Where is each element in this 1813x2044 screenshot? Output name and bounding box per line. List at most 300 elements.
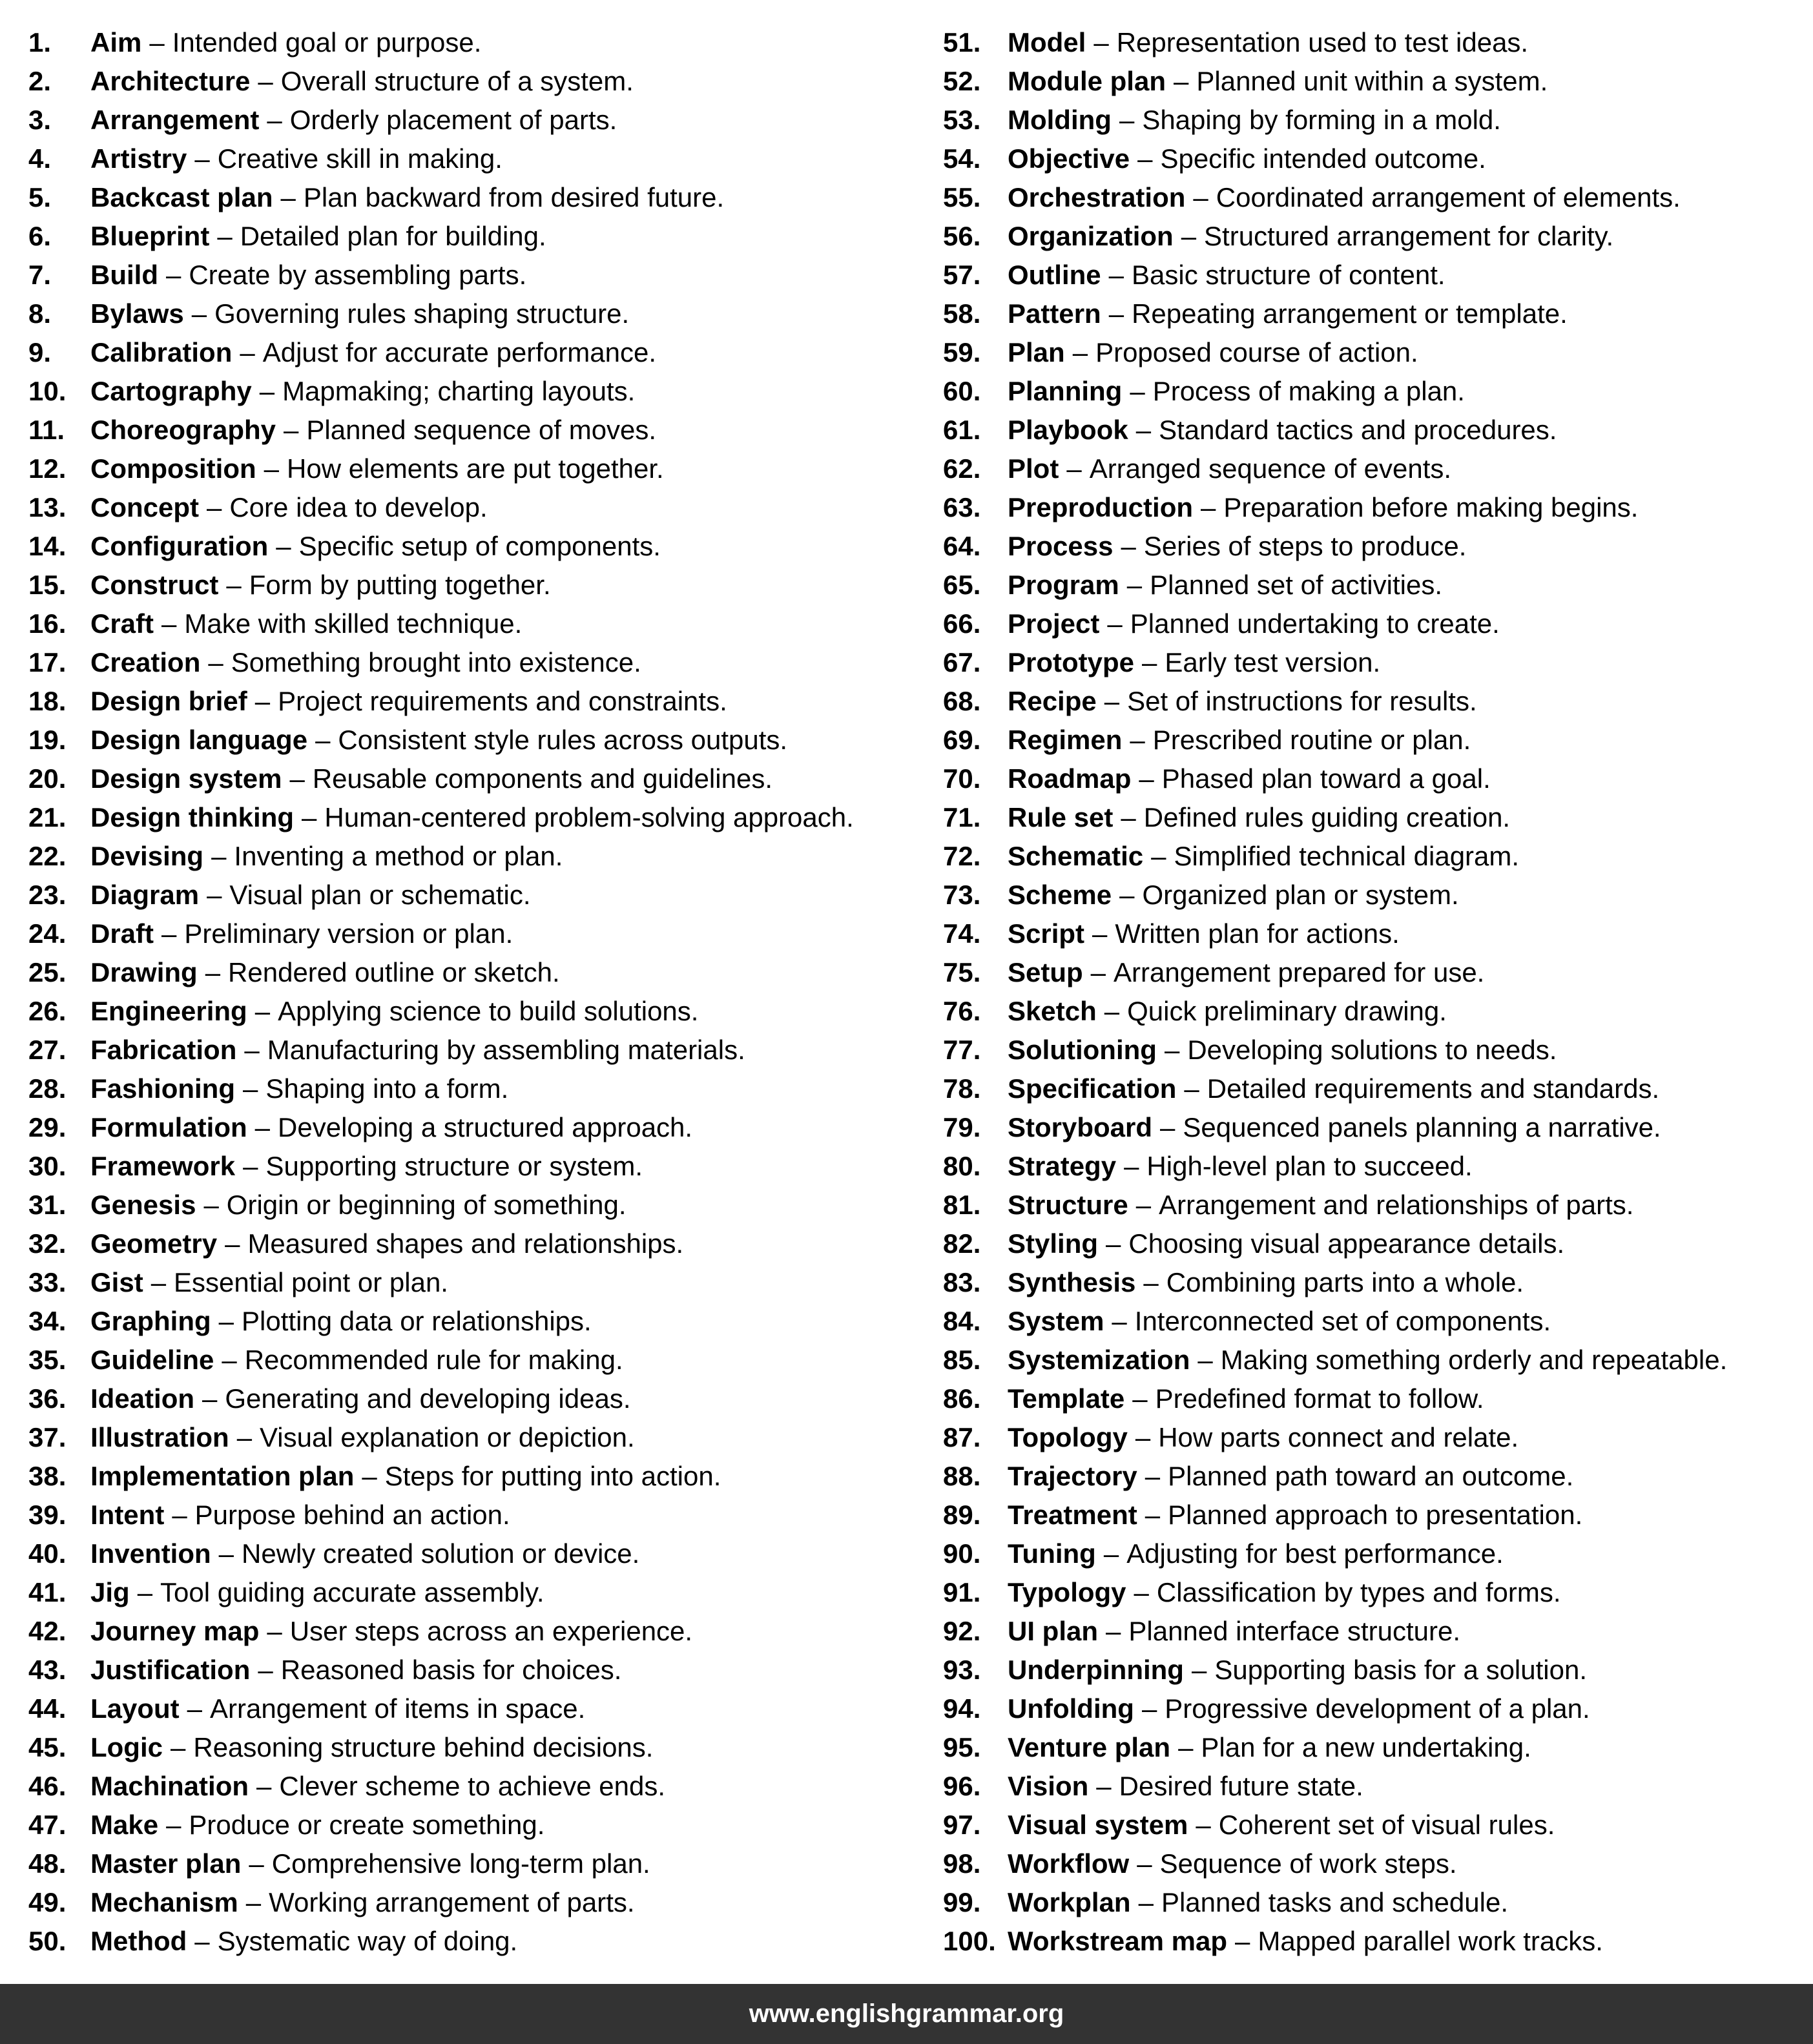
item-number: 49. [28,1887,67,1917]
item-definition: Orderly placement of parts. [289,105,617,135]
list-item [28,914,907,953]
item-term: Master plan [90,1848,242,1879]
item-number: 6. [28,221,52,251]
item-definition: Recommended rule for making. [244,1345,623,1375]
item-definition: Basic structure of content. [1132,260,1445,290]
item-dash: – [225,1228,240,1259]
list-item [28,1612,907,1651]
item-number: 4. [28,143,52,174]
item-number: 99. [943,1887,981,1917]
item-number: 41. [28,1577,67,1607]
item-number: 27. [28,1035,67,1065]
list-item [943,256,1808,294]
item-dash: – [243,1151,258,1181]
item-definition: Set of instructions for results. [1127,686,1477,716]
item-definition: Quick preliminary drawing. [1127,996,1447,1026]
item-dash: – [218,1538,234,1569]
item-number: 16. [28,608,67,639]
item-term: UI plan [1008,1616,1099,1646]
list-item [943,23,1808,62]
list-item [28,62,907,101]
list-item [28,1728,907,1767]
item-number: 94. [943,1693,981,1724]
item-definition: Purpose behind an action. [194,1500,510,1530]
item-dash: – [1135,1422,1151,1452]
item-dash: – [187,1693,203,1724]
list-item [943,101,1808,139]
item-number: 57. [943,260,981,290]
list-item [28,411,907,449]
word-list-left-column [28,23,907,1961]
item-term: Workflow [1008,1848,1130,1879]
item-term: Preproduction [1008,492,1194,522]
item-number: 96. [943,1771,981,1801]
item-definition: Sequence of work steps. [1159,1848,1457,1879]
item-definition: Mapmaking; charting layouts. [282,376,636,406]
list-item [28,372,907,411]
item-dash: – [1124,1151,1139,1181]
item-definition: Supporting structure or system. [265,1151,643,1181]
item-dash: – [1132,1383,1148,1414]
list-item [943,837,1808,876]
list-item [28,1651,907,1689]
list-item [943,1418,1808,1457]
item-dash: – [171,1732,186,1762]
list-item [943,1263,1808,1302]
item-dash: – [1130,376,1145,406]
item-term: Composition [90,453,256,484]
item-term: Strategy [1008,1151,1117,1181]
list-item [28,876,907,914]
item-number: 34. [28,1306,67,1336]
item-definition: Series of steps to produce. [1143,531,1467,561]
item-number: 75. [943,957,981,987]
item-number: 26. [28,996,67,1026]
item-definition: Specific setup of components. [298,531,661,561]
list-item [28,449,907,488]
item-number: 76. [943,996,981,1026]
item-definition: Rendered outline or sketch. [228,957,560,987]
item-definition: Representation used to test ideas. [1116,27,1529,57]
list-item [943,1341,1808,1379]
item-number: 12. [28,453,67,484]
list-item [943,721,1808,759]
item-number: 19. [28,725,67,755]
list-item [943,1302,1808,1341]
item-definition: Proposed course of action. [1095,337,1418,367]
item-number: 13. [28,492,67,522]
item-definition: Progressive development of a plan. [1165,1693,1590,1724]
list-item [28,178,907,217]
item-term: Outline [1008,260,1101,290]
item-dash: – [1135,415,1152,445]
item-number: 22. [28,841,67,871]
item-definition: Arrangement of items in space. [210,1693,586,1724]
item-number: 53. [943,105,981,135]
item-term: Graphing [90,1306,211,1336]
item-definition: Systematic way of doing. [217,1926,518,1956]
item-dash: – [191,298,207,329]
item-number: 18. [28,686,67,716]
list-item [28,1534,907,1573]
item-number: 92. [943,1616,981,1646]
item-definition: Phased plan toward a goal. [1161,763,1491,794]
item-number: 33. [28,1267,67,1297]
item-number: 87. [943,1422,981,1452]
item-definition: Coherent set of visual rules. [1218,1810,1555,1840]
list-item [943,1651,1808,1689]
item-number: 15. [28,570,67,600]
list-item [943,449,1808,488]
item-definition: Clever scheme to achieve ends. [279,1771,666,1801]
list-item [943,643,1808,682]
item-term: Workstream map [1008,1926,1228,1956]
item-term: Specification [1008,1073,1177,1104]
list-item [943,798,1808,837]
item-definition: Shaping into a form. [265,1073,509,1104]
item-term: Objective [1008,143,1130,174]
list-item [943,992,1808,1031]
item-dash: – [276,531,291,561]
item-dash: – [1135,1190,1152,1220]
item-dash: – [208,647,223,677]
item-dash: – [254,686,271,716]
item-dash: – [259,376,275,406]
list-item [943,1534,1808,1573]
item-number: 7. [28,260,52,290]
list-item [943,1069,1808,1108]
item-dash: – [1141,1693,1157,1724]
list-item [943,759,1808,798]
item-number: 77. [943,1035,981,1065]
item-term: Rule set [1008,802,1114,832]
list-item [943,682,1808,721]
list-item [943,1806,1808,1844]
item-term: Drawing [90,957,198,987]
item-term: Bylaws [90,298,184,329]
item-term: Typology [1008,1577,1126,1607]
list-item [28,527,907,566]
list-item [943,1031,1808,1069]
item-term: Orchestration [1008,182,1186,212]
item-dash: – [1145,1500,1161,1530]
list-item [28,256,907,294]
item-dash: – [240,337,255,367]
item-term: Invention [90,1538,211,1569]
item-number: 72. [943,841,981,871]
item-term: Unfolding [1008,1693,1134,1724]
item-definition: Working arrangement of parts. [269,1887,635,1917]
item-dash: – [222,1345,237,1375]
item-term: Program [1008,570,1119,600]
item-term: Design brief [90,686,247,716]
item-term: Blueprint [90,221,210,251]
item-definition: How elements are put together. [287,453,664,484]
item-dash: – [249,1848,264,1879]
item-number: 68. [943,686,981,716]
item-number: 45. [28,1732,67,1762]
list-item [28,682,907,721]
item-definition: Measured shapes and relationships. [247,1228,684,1259]
item-number: 44. [28,1693,67,1724]
item-dash: – [226,570,242,600]
item-dash: – [207,492,222,522]
item-number: 98. [943,1848,981,1879]
item-term: Venture plan [1008,1732,1171,1762]
item-number: 30. [28,1151,67,1181]
list-item [28,566,907,604]
item-term: Structure [1008,1190,1128,1220]
item-number: 79. [943,1112,981,1142]
item-definition: Simplified technical diagram. [1174,841,1520,871]
item-dash: – [256,1771,272,1801]
item-definition: Desired future state. [1119,1771,1363,1801]
item-definition: Inventing a method or plan. [234,841,563,871]
item-dash: – [1104,996,1120,1026]
item-definition: Plan for a new undertaking. [1201,1732,1531,1762]
item-number: 65. [943,570,981,600]
item-term: Storyboard [1008,1112,1153,1142]
item-definition: Overall structure of a system. [280,66,634,96]
item-definition: Origin or beginning of something. [226,1190,627,1220]
item-term: Construct [90,570,219,600]
list-item [943,1147,1808,1186]
item-number: 83. [943,1267,981,1297]
item-dash: – [1174,66,1189,96]
item-number: 59. [943,337,981,367]
item-definition: Arrangement and relationships of parts. [1159,1190,1634,1220]
item-dash: – [1235,1926,1250,1956]
item-term: Craft [90,608,154,639]
item-number: 55. [943,182,981,212]
item-number: 73. [943,880,981,910]
item-term: Design system [90,763,282,794]
footer-website-link[interactable]: www.englishgrammar.org [749,1999,1064,2028]
item-number: 64. [943,531,981,561]
item-term: Jig [90,1577,130,1607]
item-definition: User steps across an experience. [289,1616,693,1646]
item-term: Make [90,1810,159,1840]
item-dash: – [245,1887,262,1917]
list-item [28,23,907,62]
item-dash: – [137,1577,153,1607]
item-number: 93. [943,1655,981,1685]
item-dash: – [1139,763,1154,794]
item-definition: Planned undertaking to create. [1130,608,1500,639]
item-definition: Planned approach to presentation. [1168,1500,1583,1530]
list-item [943,1728,1808,1767]
item-number: 97. [943,1810,981,1840]
item-term: Topology [1008,1422,1128,1452]
item-definition: Prescribed routine or plan. [1152,725,1471,755]
item-term: Pattern [1008,298,1101,329]
list-item [28,759,907,798]
list-item [28,1418,907,1457]
item-definition: Interconnected set of components. [1134,1306,1551,1336]
item-definition: Visual explanation or depiction. [260,1422,635,1452]
item-dash: – [1191,1655,1207,1685]
item-number: 85. [943,1345,981,1375]
item-dash: – [267,105,282,135]
item-definition: Planned tasks and schedule. [1161,1887,1508,1917]
list-item [943,1224,1808,1263]
item-dash: – [161,608,177,639]
item-number: 63. [943,492,981,522]
item-definition: Structured arrangement for clarity. [1204,221,1614,251]
item-definition: Supporting basis for a solution. [1214,1655,1588,1685]
item-dash: – [1119,105,1135,135]
list-item [943,411,1808,449]
item-dash: – [267,1616,282,1646]
item-number: 90. [943,1538,981,1569]
item-term: Logic [90,1732,163,1762]
list-item [943,1573,1808,1612]
item-number: 38. [28,1461,67,1491]
item-term: Visual system [1008,1810,1188,1840]
item-dash: – [289,763,305,794]
item-definition: Preliminary version or plan. [184,918,513,949]
item-definition: Plan backward from desired future. [303,182,725,212]
item-number: 54. [943,143,981,174]
list-item [28,1302,907,1341]
item-definition: Mapped parallel work tracks. [1258,1926,1603,1956]
list-item [28,953,907,992]
item-dash: – [1196,1810,1211,1840]
list-item [28,1069,907,1108]
list-item [943,1379,1808,1418]
item-term: Organization [1008,221,1174,251]
item-term: Fabrication [90,1035,237,1065]
item-number: 20. [28,763,67,794]
item-definition: Process of making a plan. [1152,376,1465,406]
item-dash: – [217,221,233,251]
item-term: Guideline [90,1345,214,1375]
item-term: Illustration [90,1422,229,1452]
item-number: 10. [28,376,67,406]
item-number: 66. [943,608,981,639]
item-dash: – [1106,1616,1121,1646]
item-number: 78. [943,1073,981,1104]
item-dash: – [280,182,296,212]
item-dash: – [166,1810,181,1840]
item-definition: Consistent style rules across outputs. [338,725,788,755]
item-definition: Generating and developing ideas. [225,1383,631,1414]
item-dash: – [1181,221,1197,251]
item-number: 9. [28,337,52,367]
list-item [943,914,1808,953]
item-definition: Planned unit within a system. [1196,66,1548,96]
item-term: Plot [1008,453,1059,484]
word-list-right-column [943,23,1808,1961]
item-definition: Planned set of activities. [1150,570,1442,600]
list-item [28,1689,907,1728]
item-definition: Something brought into existence. [231,647,641,677]
item-number: 86. [943,1383,981,1414]
item-dash: – [165,260,181,290]
item-term: Workplan [1008,1887,1131,1917]
list-item [943,1922,1808,1961]
item-dash: – [1108,260,1124,290]
item-dash: – [254,1112,271,1142]
item-dash: – [1104,686,1120,716]
list-item [943,1496,1808,1534]
item-term: Framework [90,1151,236,1181]
item-definition: Organized plan or system. [1142,880,1459,910]
item-definition: Comprehensive long-term plan. [271,1848,650,1879]
item-number: 1. [28,27,52,57]
item-definition: Coordinated arrangement of elements. [1216,182,1681,212]
item-number: 36. [28,1383,67,1414]
item-term: Ideation [90,1383,195,1414]
item-term: Model [1008,27,1086,57]
item-definition: Arrangement prepared for use. [1114,957,1485,987]
item-definition: Reusable components and guidelines. [312,763,772,794]
list-item [943,1186,1808,1224]
item-number: 21. [28,802,67,832]
item-dash: – [284,415,299,445]
item-definition: Manufacturing by assembling materials. [267,1035,745,1065]
item-term: Draft [90,918,154,949]
item-term: Synthesis [1008,1267,1136,1297]
list-item [943,953,1808,992]
list-item [28,604,907,643]
item-dash: – [172,1500,187,1530]
item-definition: Adjust for accurate performance. [262,337,657,367]
list-item [28,1806,907,1844]
list-item [28,488,907,527]
list-item [943,1108,1808,1147]
item-term: Build [90,260,158,290]
item-number: 71. [943,802,981,832]
item-number: 51. [943,27,981,57]
item-term: Layout [90,1693,180,1724]
item-dash: – [1193,182,1208,212]
item-definition: Project requirements and constraints. [278,686,727,716]
item-number: 40. [28,1538,67,1569]
item-term: Underpinning [1008,1655,1184,1685]
item-term: Solutioning [1008,1035,1157,1065]
item-definition: Essential point or plan. [174,1267,448,1297]
item-definition: Early test version. [1165,647,1381,677]
item-term: Planning [1008,376,1123,406]
item-definition: High-level plan to succeed. [1146,1151,1473,1181]
item-definition: Choosing visual appearance details. [1128,1228,1565,1259]
item-term: Machination [90,1771,249,1801]
list-item [943,488,1808,527]
item-dash: – [207,880,222,910]
item-number: 2. [28,66,52,96]
item-number: 5. [28,182,52,212]
list-item [28,333,907,372]
item-definition: Newly created solution or device. [242,1538,640,1569]
list-item [943,604,1808,643]
item-definition: Shaping by forming in a mold. [1142,105,1501,135]
item-definition: Defined rules guiding creation. [1143,802,1511,832]
item-term: Vision [1008,1771,1089,1801]
item-definition: Standard tactics and procedures. [1159,415,1557,445]
item-dash: – [149,27,165,57]
footer-bar [0,1984,1813,2044]
list-item [28,1147,907,1186]
list-item [943,333,1808,372]
item-term: Geometry [90,1228,218,1259]
item-definition: Repeating arrangement or template. [1132,298,1568,329]
item-dash: – [1145,1461,1161,1491]
item-dash: – [258,1655,273,1685]
list-item [28,1031,907,1069]
item-number: 24. [28,918,67,949]
item-number: 74. [943,918,981,949]
